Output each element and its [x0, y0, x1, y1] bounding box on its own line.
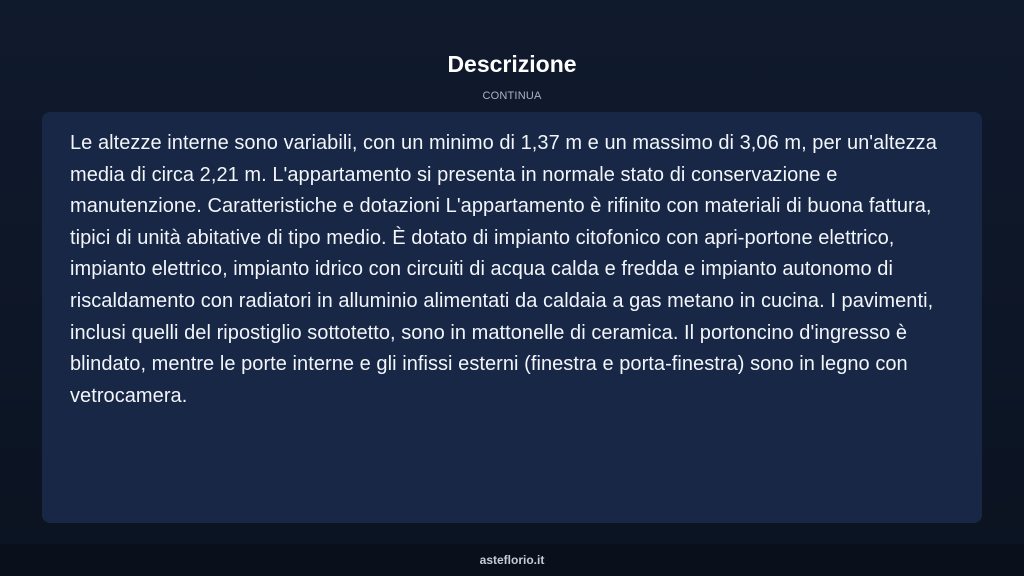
description-text: Le altezze interne sono variabili, con un minimo di 1,37 m e un massimo di 3,06 m, per un'altezza media di circa 2,21 m. L'appartamento si presenta in normale stato di conservazione e manutenzione. Caratteristiche e dotazioni L'appartamento è rifinito con materiali di buona fattura, tipici di unità abitative di tipo medio. È dotato di impianto citofonico con apri-portone elettrico, impianto elettrico, impianto idrico con circuiti di acqua calda e fredda e impianto autonomo di riscaldamento con radiatori in alluminio alimentati da caldaia a gas metano in cucina. I pavimenti, inclusi quelli del ripostiglio sottotetto, sono in mattonelle di ceramica. Il portoncino d'ingresso è blindato, mentre le porte interne e gli infissi esterni (finestra e porta-finestra) sono in legno con vetrocamera. — [70, 132, 937, 407]
footer-brand: asteflorio.it — [479, 553, 545, 567]
description-card — [42, 112, 982, 523]
page-subtitle: CONTINUA — [482, 90, 542, 102]
footer-bar — [0, 544, 1024, 576]
page-title: Descrizione — [447, 51, 577, 77]
